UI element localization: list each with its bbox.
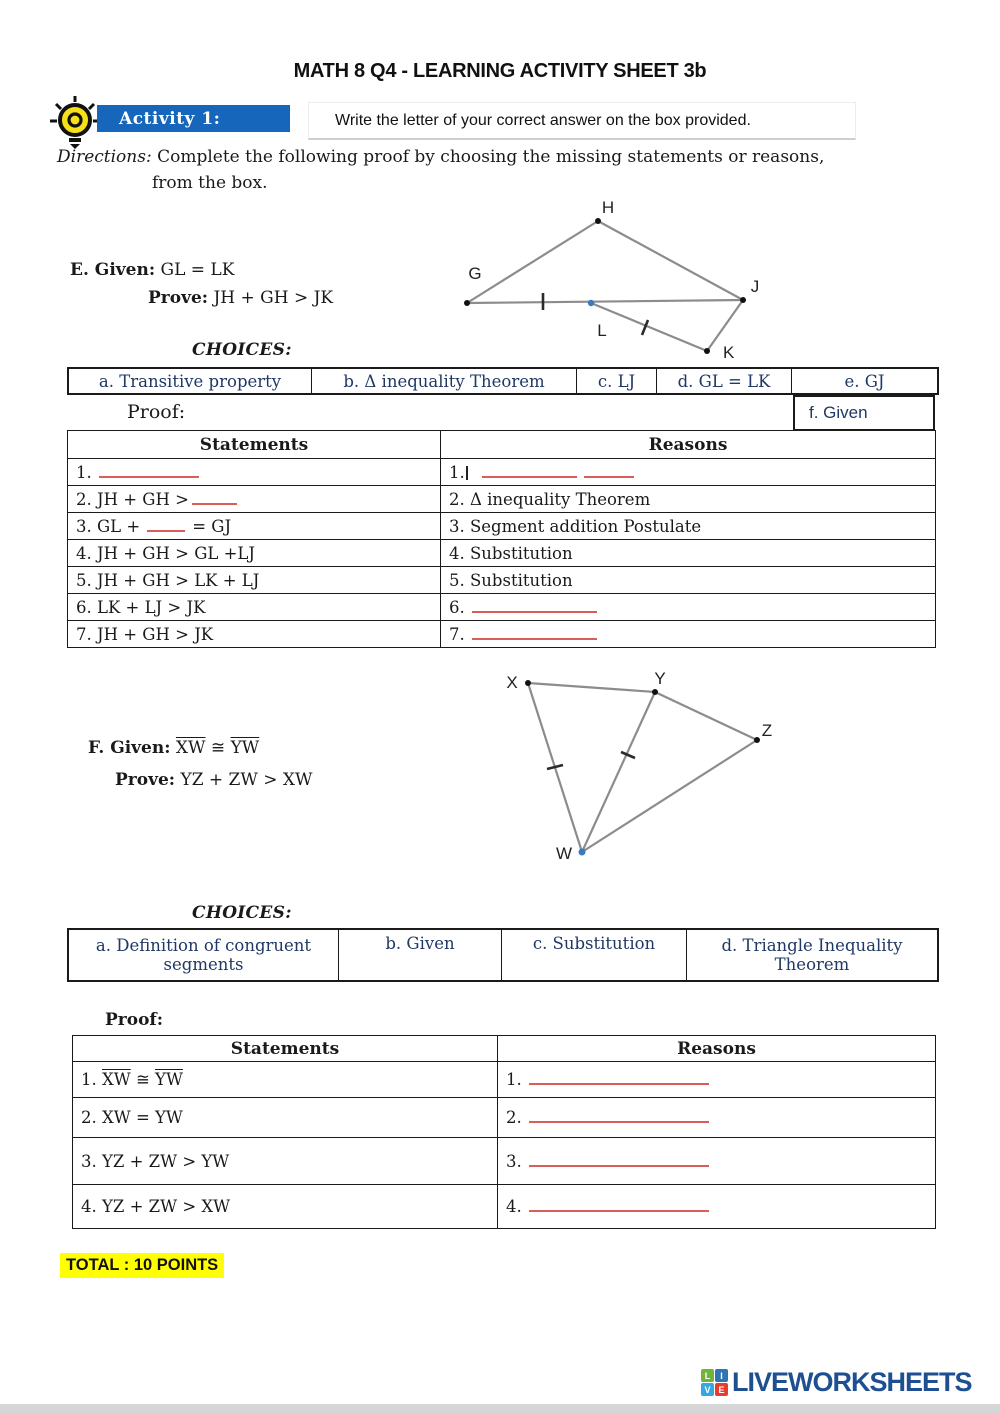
table-row (73, 1098, 936, 1138)
page-edge-strip (0, 1404, 1000, 1413)
vertex-label-y: Y (654, 669, 666, 688)
statement-5: 5. JH + GH > LK + LJ (68, 567, 441, 594)
table-row (68, 513, 936, 540)
statement-2: 2. XW = YW (73, 1098, 498, 1138)
choices-e-table (67, 367, 939, 395)
directions-line1 (57, 147, 824, 167)
proof-f-header-reasons: Reasons (498, 1036, 936, 1062)
answer-blank-e-r1b[interactable] (584, 466, 634, 478)
directions-label: Directions: (57, 147, 152, 167)
proof-e-header-row (68, 431, 936, 459)
problem-f-prove-value: YZ + ZW > XW (180, 770, 313, 790)
vertex-label-h: H (601, 198, 615, 217)
choice-e-f: f. Given (809, 403, 868, 422)
reason-3: 3. (498, 1138, 936, 1185)
liveworksheets-logo-icon (701, 1369, 728, 1396)
choice-f-a: a. Definition of congruent segments (69, 930, 339, 980)
choice-e-e: e. GJ (844, 371, 885, 391)
directions-line2: from the box. (152, 173, 268, 193)
text-cursor-artifact (466, 466, 468, 480)
proof-f-header-row (73, 1036, 936, 1062)
problem-f-given-label: F. Given: (88, 738, 171, 758)
activity-label: Activity 1: (119, 108, 221, 129)
problem-e-prove (148, 288, 333, 308)
problem-e-prove-value: JH + GH > JK (213, 288, 334, 308)
choice-f-b: b. Given (339, 930, 502, 980)
vertex-label-l: L (597, 321, 607, 340)
answer-blank-e-r6[interactable] (472, 601, 597, 613)
directions-text: Complete the following proof by choosing the missing statements or reasons, (157, 147, 825, 167)
reason-1: 1. (441, 459, 936, 486)
problem-e-given-label: E. Given: (70, 260, 156, 280)
problem-e-given-value: GL = LK (160, 260, 235, 280)
logo-square-i: I (715, 1369, 728, 1382)
reason-6: 6. (441, 594, 936, 621)
proof-e-table (67, 430, 936, 648)
statement-6: 6. LK + LJ > JK (68, 594, 441, 621)
vertex-label-w: W (555, 844, 573, 863)
proof-e-header-reasons: Reasons (441, 431, 936, 459)
problem-f-prove (115, 770, 312, 790)
choice-e-b: b. Δ inequality Theorem (312, 369, 577, 393)
segment-yw: $\overline{YW}$ (230, 738, 260, 758)
statement-4: 4. JH + GH > GL +LJ (68, 540, 441, 567)
instruction-text: Write the letter of your correct answer on the box provided. (335, 111, 751, 129)
figure-f-diagram (450, 660, 830, 875)
choice-e-c: c. LJ (577, 369, 657, 393)
table-row (68, 540, 936, 567)
reason-5: 5. Substitution (441, 567, 936, 594)
table-row (73, 1138, 936, 1185)
liveworksheets-logo (701, 1367, 972, 1398)
logo-square-l: L (701, 1369, 714, 1382)
problem-f-prove-label: Prove: (115, 770, 176, 790)
answer-blank-e-r7[interactable] (472, 628, 597, 640)
reason-3: 3. Segment addition Postulate (441, 513, 936, 540)
figure-e-diagram (430, 192, 790, 370)
total-points-badge: TOTAL : 10 POINTS (60, 1253, 224, 1278)
answer-blank-e-r1a[interactable] (482, 466, 577, 478)
statement-3: 3. YZ + ZW > YW (73, 1138, 498, 1185)
choices-f-label: CHOICES: (192, 903, 292, 923)
logo-square-e: E (715, 1383, 728, 1396)
reason-2: 2. Δ inequality Theorem (441, 486, 936, 513)
choice-e-a: a. Transitive property (69, 369, 312, 393)
proof-f-label: Proof: (105, 1010, 164, 1030)
vertex-label-j: J (750, 277, 760, 296)
reason-4: 4. Substitution (441, 540, 936, 567)
statement-1: 1. $\overline{XW}$ ≅ $\overline{YW}$ (73, 1062, 498, 1098)
choices-f-table (67, 928, 939, 982)
table-row (68, 486, 936, 513)
answer-blank-e-s1[interactable] (99, 466, 199, 478)
worksheet-title: MATH 8 Q4 - LEARNING ACTIVITY SHEET 3b (293, 60, 707, 82)
answer-blank-e-s3[interactable] (147, 520, 185, 532)
choices-e-label: CHOICES: (192, 340, 292, 360)
table-row (73, 1062, 936, 1098)
answer-blank-e-s2[interactable] (192, 493, 237, 505)
problem-e-prove-label: Prove: (148, 288, 209, 308)
choice-e-f-box (793, 395, 935, 431)
logo-square-v: V (701, 1383, 714, 1396)
statement-1: 1. (68, 459, 441, 486)
lightbulb-icon (48, 94, 102, 152)
choice-e-d: d. GL = LK (657, 369, 792, 393)
table-row (68, 567, 936, 594)
answer-blank-f-r1[interactable] (529, 1073, 709, 1085)
reason-7: 7. (441, 621, 936, 648)
problem-f-given (88, 738, 259, 758)
table-row (68, 459, 936, 486)
choice-f-c: c. Substitution (502, 930, 687, 980)
proof-e-label: Proof: (127, 401, 186, 423)
answer-blank-f-r2[interactable] (529, 1111, 709, 1123)
choice-f-d: d. Triangle Inequality Theorem (721, 936, 903, 974)
table-row (68, 621, 936, 648)
statement-7: 7. JH + GH > JK (68, 621, 441, 648)
vertex-label-k: K (723, 343, 735, 362)
activity-banner (97, 105, 290, 132)
answer-blank-f-r3[interactable] (529, 1155, 709, 1167)
table-row (73, 1185, 936, 1229)
proof-f-table (72, 1035, 936, 1229)
reason-1: 1. (498, 1062, 936, 1098)
answer-blank-f-r4[interactable] (529, 1200, 709, 1212)
liveworksheets-logo-text: LIVEWORKSHEETS (732, 1367, 972, 1397)
problem-e-given (70, 260, 234, 280)
vertex-label-z: Z (761, 721, 773, 740)
vertex-label-x: X (506, 673, 518, 692)
instruction-box (308, 102, 856, 140)
congruent-symbol: ≅ (210, 738, 226, 758)
statement-4: 4. YZ + ZW > XW (73, 1185, 498, 1229)
segment-xw: $\overline{XW}$ (175, 738, 206, 758)
statement-3: 3. GL + = GJ (68, 513, 441, 540)
table-row (68, 594, 936, 621)
statement-2: 2. JH + GH > (68, 486, 441, 513)
proof-f-header-statements: Statements (73, 1036, 498, 1062)
proof-e-header-statements: Statements (68, 431, 441, 459)
vertex-label-g: G (468, 264, 482, 283)
reason-4: 4. (498, 1185, 936, 1229)
reason-2: 2. (498, 1098, 936, 1138)
